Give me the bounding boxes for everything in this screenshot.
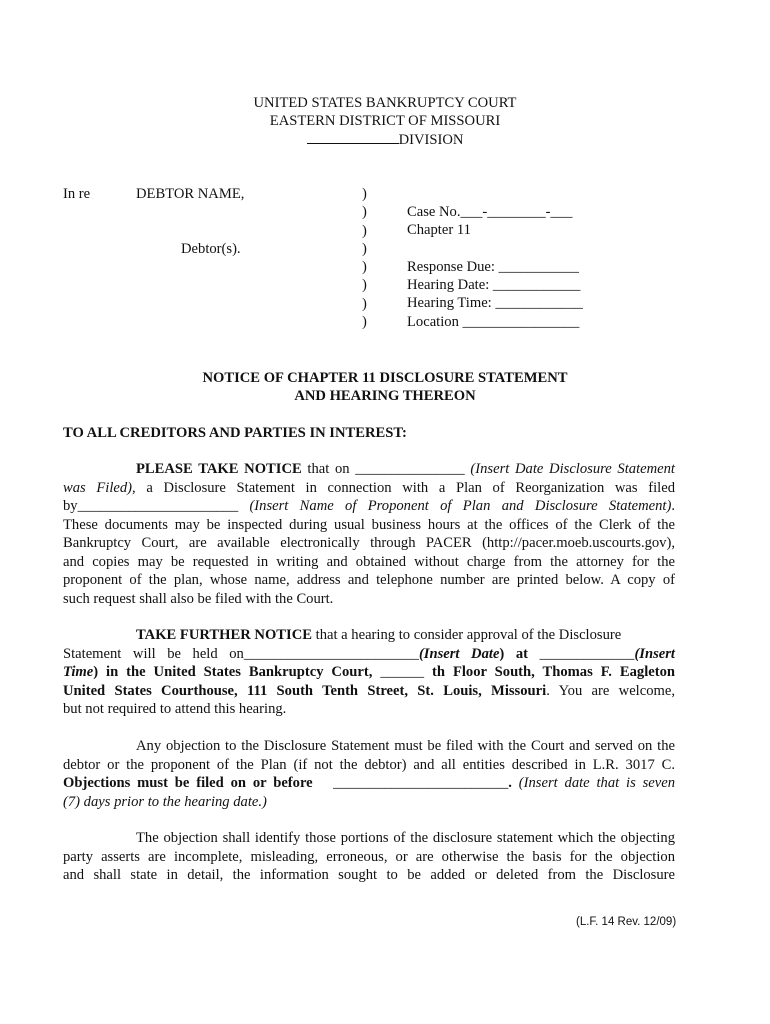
salutation: TO ALL CREDITORS AND PARTIES IN INTEREST:	[63, 425, 407, 441]
text: Statement will be held on	[63, 645, 244, 662]
text-line: Any objection to the Disclosure Statement must be filed with the Court and served on the	[136, 738, 675, 754]
proponent-blank: ______________________	[77, 498, 239, 514]
italic-text: (Insert Name of Proponent of Plan and Disclosure Statement)	[238, 498, 672, 514]
paren: )	[362, 240, 367, 257]
text: .	[671, 498, 675, 514]
response-due: Response Due: ___________	[407, 258, 579, 275]
notice-title-line1: NOTICE OF CHAPTER 11 DISCLOSURE STATEMENT	[202, 370, 568, 386]
case-number: Case No.___-________-___	[407, 204, 573, 220]
form-revision: (L.F. 14 Rev. 12/09)	[576, 916, 677, 928]
paren: )	[362, 186, 367, 202]
bold-text: ) in the United States Bankruptcy Court,	[93, 664, 381, 680]
debtors-label: Debtor(s).	[181, 241, 241, 257]
courthouse-address: United States Courthouse, 111 South Tenth Street, St. Louis, Missouri	[63, 682, 547, 699]
text: by	[63, 498, 78, 514]
paren: )	[362, 259, 367, 276]
paren: )	[362, 295, 367, 312]
italic-text: (Insert date that is seven	[511, 775, 675, 791]
text-line: but not required to attend this hearing.	[63, 701, 287, 717]
paragraph-please-take-notice	[63, 460, 675, 608]
objection-deadline-label: Objections must be filed on or before	[63, 775, 313, 791]
bold-text: ) at	[499, 645, 540, 662]
paragraph-objection	[63, 737, 675, 811]
paren: )	[362, 314, 367, 331]
hearing-time: Hearing Time: ____________	[407, 295, 583, 312]
caption-parens	[362, 185, 367, 331]
text-line: proponent of the plan, whose name, address and telephone number are printed below. A copy of	[63, 572, 675, 588]
hearing-time-blank: _____________	[539, 645, 635, 662]
text-line: debtor or the proponent of the Plan (if not the debtor) and all entities described in L.R. 3017 C.	[63, 756, 675, 773]
further-notice-lead: TAKE FURTHER NOTICE	[136, 627, 312, 643]
division-label: DIVISION	[398, 132, 464, 148]
italic-text: was Filed)	[63, 479, 133, 496]
bold-text: .	[508, 775, 512, 791]
hearing-date-blank: ________________________	[243, 645, 419, 662]
bold-text: th Floor South, Thomas F. Eagleton	[424, 664, 675, 680]
court-name: UNITED STATES BANKRUPTCY COURT	[253, 95, 517, 111]
text-line: such request shall also be filed with the Court.	[63, 590, 334, 607]
notice-title-line2: AND HEARING THEREON	[294, 388, 476, 404]
division-blank	[307, 130, 399, 144]
location: Location ________________	[407, 313, 580, 330]
paren: )	[362, 222, 367, 239]
text: that on	[301, 461, 356, 477]
text: . You are welcome,	[546, 682, 675, 699]
hearing-date: Hearing Date: ____________	[407, 277, 581, 294]
italic-text: Time	[63, 664, 94, 680]
text: that a hearing to consider approval of the Disclosure	[312, 627, 622, 643]
debtor-name: DEBTOR NAME,	[136, 186, 245, 202]
in-re-label: In re	[63, 186, 91, 202]
paragraph-objection-content	[63, 829, 675, 885]
italic-text: (Insert Date Disclosure Statement	[464, 461, 675, 477]
text-line: and copies may be requested in writing and obtained without charge from the attorney for the	[63, 553, 675, 570]
text-line: Bankruptcy Court, are available electronically through PACER (http://pacer.moeb.uscourts.gov),	[63, 535, 675, 551]
date-blank: _______________	[355, 461, 465, 477]
paragraph-take-further-notice	[63, 626, 675, 719]
paren: )	[362, 277, 367, 294]
division-line	[0, 130, 770, 149]
text-line: party asserts are incomplete, misleading, erroneous, or are otherwise the basis for the objection	[63, 848, 675, 865]
floor-blank: ______	[380, 664, 425, 680]
italic-text: (Insert Date	[418, 645, 500, 662]
chapter: Chapter 11	[407, 222, 471, 239]
paren: )	[362, 204, 367, 221]
text-line: and shall state in detail, the information sought to be added or deleted from the Disclosure	[63, 867, 675, 883]
notice-lead: PLEASE TAKE NOTICE	[136, 461, 302, 477]
italic-text: (7) days prior to the hearing date.)	[63, 793, 267, 810]
text-line: The objection shall identify those portions of the disclosure statement which the objecting	[136, 830, 675, 846]
district-name: EASTERN DISTRICT OF MISSOURI	[269, 113, 501, 129]
text-line: These documents may be inspected during usual business hours at the offices of the Clerk of the	[63, 516, 675, 533]
italic-text: (Insert	[634, 645, 675, 662]
text: , a Disclosure Statement in connection with a Plan of Reorganization was filed	[132, 479, 675, 496]
case-info	[407, 203, 583, 331]
objection-date-blank: ________________________	[333, 775, 509, 791]
